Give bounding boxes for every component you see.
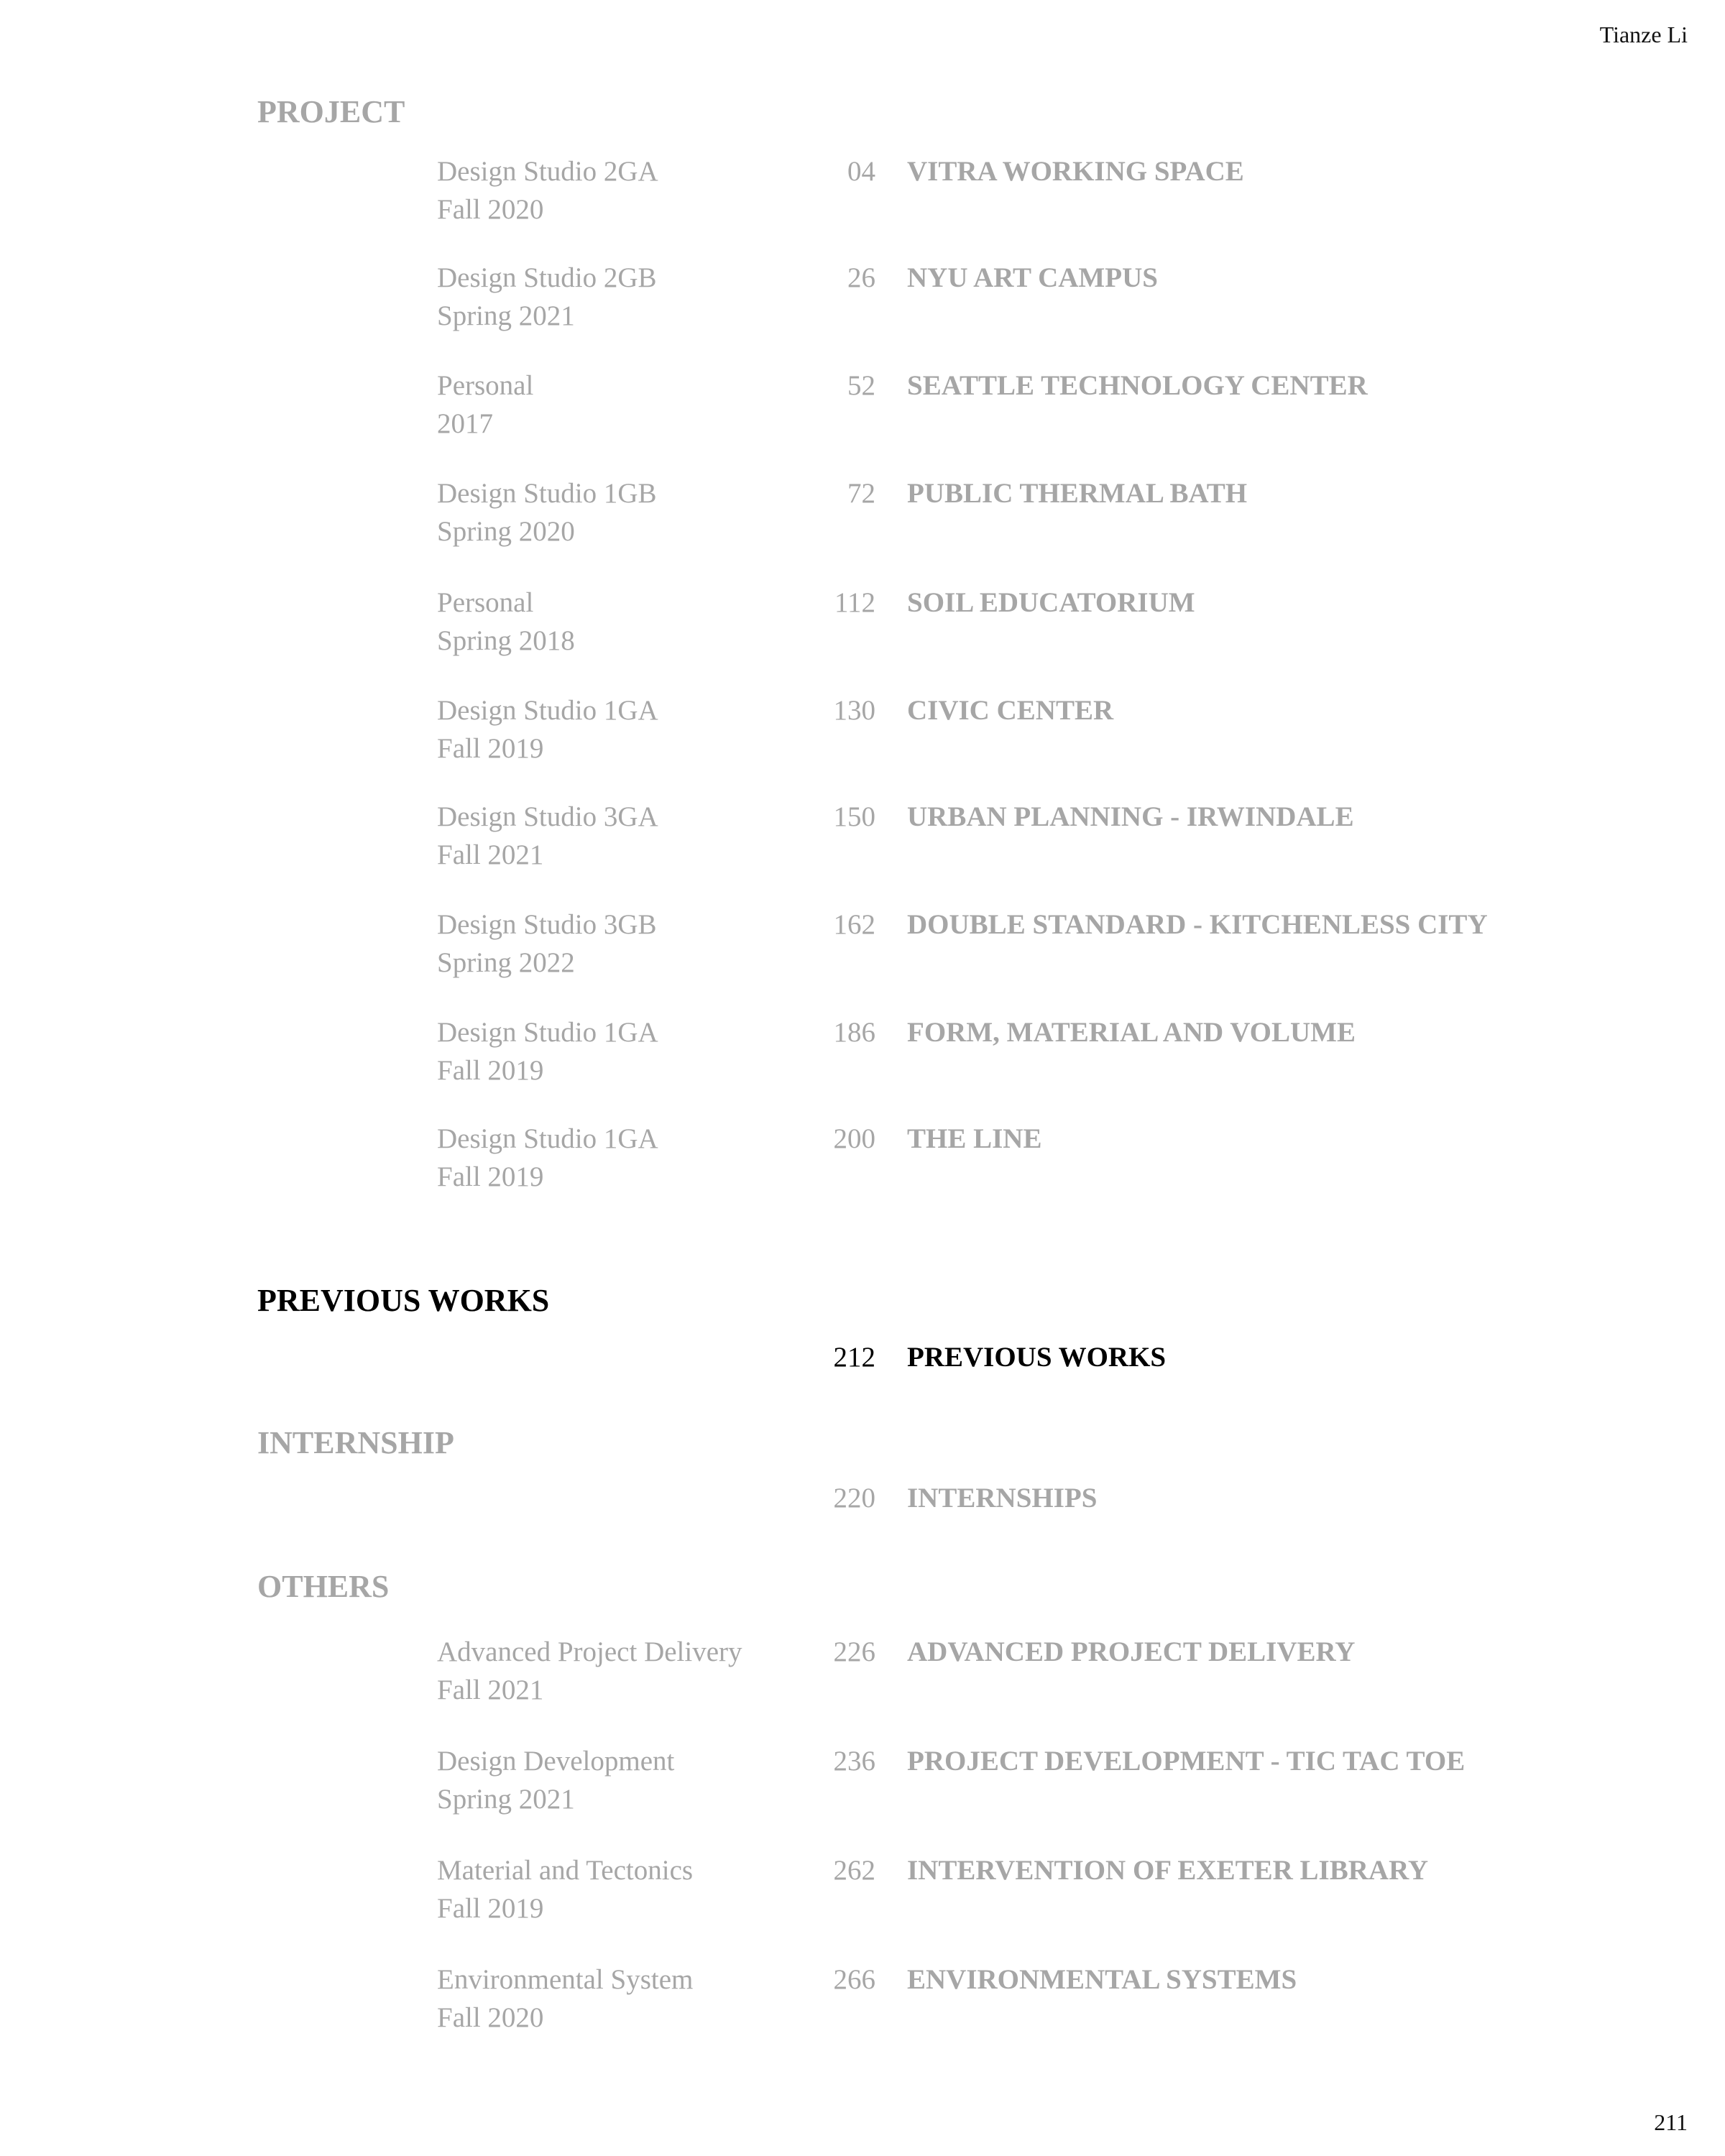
- toc-entry[interactable]: [0, 259, 1725, 345]
- entry-term: Fall 2021: [437, 1674, 544, 1705]
- page-number: 211: [1654, 2109, 1688, 2135]
- section-heading-internship: INTERNSHIP: [257, 1425, 454, 1460]
- entry-course-info: [437, 259, 657, 335]
- entry-course: Personal: [437, 587, 534, 618]
- entry-course-info: [437, 1013, 658, 1089]
- entry-title[interactable]: ADVANCED PROJECT DELIVERY: [907, 1636, 1356, 1667]
- entry-course-info: [437, 1851, 693, 1927]
- entry-course: Design Studio 3GA: [437, 801, 658, 832]
- entry-course: Design Development: [437, 1746, 675, 1777]
- entry-course-info: [437, 1120, 658, 1196]
- entry-title[interactable]: SOIL EDUCATORIUM: [907, 587, 1195, 618]
- toc-entry[interactable]: [0, 367, 1725, 453]
- toc-entry[interactable]: [0, 1013, 1725, 1100]
- section-heading-project: PROJECT: [257, 94, 405, 129]
- entry-page-number: 262: [833, 1855, 875, 1886]
- entry-course: Design Studio 1GA: [437, 1017, 658, 1048]
- entry-page-number: 112: [834, 587, 875, 618]
- entry-title[interactable]: URBAN PLANNING - IRWINDALE: [907, 801, 1354, 832]
- entry-title[interactable]: THE LINE: [907, 1123, 1042, 1154]
- entry-title[interactable]: INTERNSHIPS: [907, 1483, 1098, 1514]
- entry-term: 2017: [437, 408, 493, 439]
- entry-course-info: [437, 691, 658, 768]
- entry-course: Design Studio 3GB: [437, 909, 657, 940]
- entry-term: Spring 2021: [437, 1784, 575, 1815]
- section-heading-others: OTHERS: [257, 1569, 390, 1604]
- entry-page-number: 212: [833, 1342, 875, 1373]
- entry-page-number: 04: [847, 156, 875, 187]
- entry-page-number: 200: [833, 1123, 875, 1154]
- entry-page-number: 220: [833, 1483, 875, 1514]
- entry-title[interactable]: PREVIOUS WORKS: [907, 1342, 1167, 1373]
- entry-page-number: 186: [833, 1017, 875, 1048]
- toc-entry[interactable]: [0, 474, 1725, 561]
- entry-title[interactable]: DOUBLE STANDARD - KITCHENLESS CITY: [907, 909, 1488, 940]
- toc-entry[interactable]: [0, 906, 1725, 992]
- entry-page-number: 26: [847, 262, 875, 293]
- entry-course: Design Studio 2GB: [437, 262, 657, 293]
- toc-entry[interactable]: [0, 152, 1725, 239]
- entry-course-info: [437, 367, 533, 443]
- entry-term: Fall 2021: [437, 839, 544, 870]
- entry-page-number: 72: [847, 478, 875, 509]
- entry-page-number: 236: [833, 1746, 875, 1777]
- toc-entry[interactable]: [0, 1120, 1725, 1206]
- entry-page-number: 52: [847, 370, 875, 401]
- entry-title[interactable]: PUBLIC THERMAL BATH: [907, 478, 1248, 509]
- entry-term: Fall 2019: [437, 1055, 544, 1086]
- entry-course-info: [437, 152, 658, 229]
- toc-entry[interactable]: [0, 798, 1725, 884]
- entry-course-info: [437, 1633, 742, 1709]
- entry-course-info: [437, 798, 658, 874]
- entry-course: Advanced Project Delivery: [437, 1636, 742, 1667]
- toc-entry[interactable]: [0, 1742, 1725, 1828]
- toc-entry[interactable]: [0, 1961, 1725, 2047]
- entry-course: Material and Tectonics: [437, 1855, 694, 1886]
- toc-entry[interactable]: [0, 584, 1725, 670]
- entry-page-number: 150: [833, 801, 875, 832]
- entry-course-info: [437, 474, 657, 550]
- entry-title[interactable]: PROJECT DEVELOPMENT - TIC TAC TOE: [907, 1746, 1466, 1777]
- entry-page-number: 130: [833, 695, 875, 726]
- toc-entry[interactable]: [0, 1479, 1725, 1565]
- entry-course-info: [437, 906, 657, 982]
- entry-term: Spring 2022: [437, 947, 575, 978]
- entry-page-number: 162: [833, 909, 875, 940]
- author-name: Tianze Li: [1599, 22, 1688, 47]
- entry-course-info: [437, 584, 575, 660]
- entry-title[interactable]: ENVIRONMENTAL SYSTEMS: [907, 1964, 1297, 1995]
- entry-course: Design Studio 1GA: [437, 695, 658, 726]
- entry-title[interactable]: SEATTLE TECHNOLOGY CENTER: [907, 370, 1368, 401]
- entry-page-number: 266: [833, 1964, 875, 1995]
- entry-title[interactable]: FORM, MATERIAL AND VOLUME: [907, 1017, 1356, 1048]
- entry-course: Design Studio 1GA: [437, 1123, 658, 1154]
- entry-course-info: [437, 1742, 674, 1818]
- entry-term: Spring 2021: [437, 300, 575, 331]
- entry-term: Fall 2019: [437, 1893, 544, 1924]
- toc-entry[interactable]: [0, 1338, 1725, 1424]
- entry-course: Environmental System: [437, 1964, 694, 1995]
- entry-term: Fall 2019: [437, 733, 544, 764]
- entry-term: Fall 2019: [437, 1161, 544, 1192]
- entry-term: Spring 2018: [437, 625, 575, 656]
- entry-term: Fall 2020: [437, 194, 544, 225]
- entry-title[interactable]: CIVIC CENTER: [907, 695, 1114, 726]
- entry-course: Personal: [437, 370, 534, 401]
- entry-title[interactable]: INTERVENTION OF EXETER LIBRARY: [907, 1855, 1429, 1886]
- toc-entry[interactable]: [0, 691, 1725, 778]
- entry-title[interactable]: VITRA WORKING SPACE: [907, 156, 1244, 187]
- entry-page-number: 226: [833, 1636, 875, 1667]
- entry-title[interactable]: NYU ART CAMPUS: [907, 262, 1158, 293]
- entry-term: Fall 2020: [437, 2002, 544, 2033]
- section-heading-previous-works: PREVIOUS WORKS: [257, 1283, 550, 1318]
- entry-course: Design Studio 2GA: [437, 156, 658, 187]
- entry-course: Design Studio 1GB: [437, 478, 657, 509]
- toc-entry[interactable]: [0, 1851, 1725, 1938]
- toc-entry[interactable]: [0, 1633, 1725, 1719]
- entry-course-info: [437, 1961, 693, 2037]
- entry-term: Spring 2020: [437, 516, 575, 547]
